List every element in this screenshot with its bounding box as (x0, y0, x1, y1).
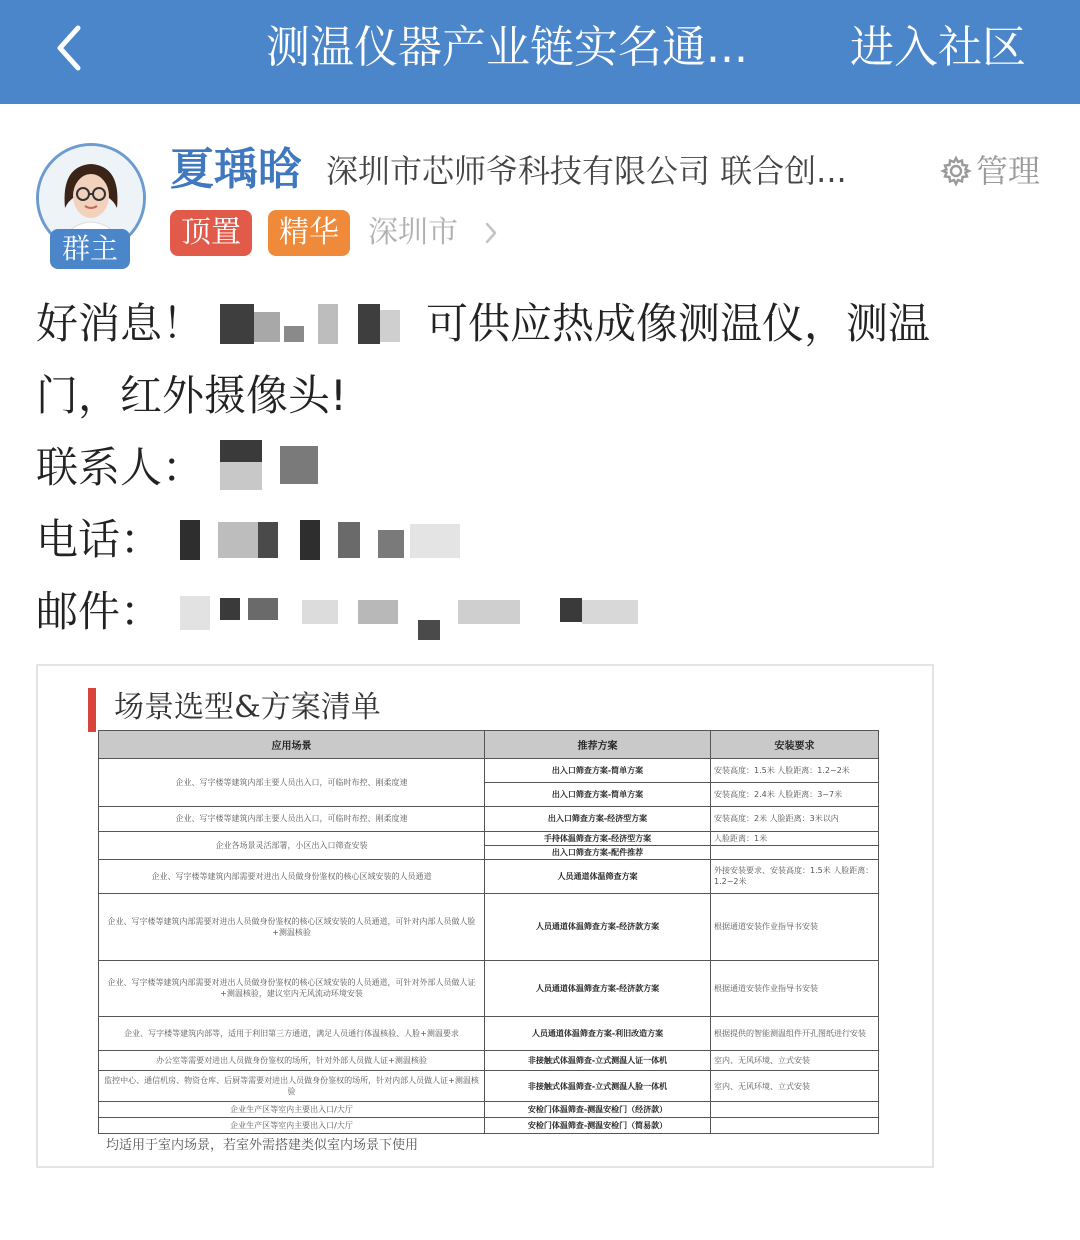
table-cell: 办公室等需要对进出人员做身份鉴权的场所，针对外部人员做人证+测温核验 (99, 1051, 485, 1071)
table-cell: 根据通道安装作业指导书安装 (711, 960, 879, 1016)
redacted-contact-name (218, 440, 328, 492)
table-cell: 非接触式体温筛查-立式测温人证一体机 (485, 1051, 711, 1071)
back-button[interactable] (48, 20, 98, 76)
post-line-1-prefix: 好消息！ (36, 299, 205, 348)
table-header: 安装要求 (711, 731, 879, 759)
table-cell (711, 1101, 879, 1117)
table-cell: 人脸距离：1米 (711, 831, 879, 845)
table-row (99, 831, 879, 845)
table-cell: 企业、写字楼等建筑内部主要人员出入口，可临时布控、刚柔度速 (99, 759, 485, 807)
table-cell: 企业、写字楼等建筑内部主要人员出入口，可临时布控、刚柔度速 (99, 807, 485, 831)
table-cell: 人员通道体温筛查方案 (485, 859, 711, 893)
table-cell: 出入口筛查方案-配件推荐 (485, 845, 711, 859)
group-owner-badge: 群主 (50, 229, 130, 269)
attachment-title: 场景选型&方案清单 (114, 690, 381, 725)
table-cell: 企业、写字楼等建筑内部需要对进出人员做身份鉴权的核心区域安装的人员通道 (99, 859, 485, 893)
redacted-phone (178, 516, 468, 564)
attached-image[interactable] (36, 664, 934, 1168)
table-header: 应用场景 (99, 731, 485, 759)
top-bar (0, 0, 1080, 104)
table-cell: 安装高度：1.5米 人脸距离：1.2~2米 (711, 759, 879, 783)
table-header: 推荐方案 (485, 731, 711, 759)
table-cell: 安检门体温筛查-测温安检门（经济款） (485, 1101, 711, 1117)
table-cell: 安装高度：2.4米 人脸距离：3~7米 (711, 783, 879, 807)
table-cell: 监控中心、通信机房、物资仓库、后厨等需要对进出人员做身份鉴权的场所，针对内部人员做人证+测温核验 (99, 1071, 485, 1101)
table-cell: 人员通道体温筛查方案-经济款方案 (485, 894, 711, 961)
manage-button[interactable] (940, 146, 1060, 196)
post-line-1-suffix: 可供应热成像测温仪，测温 (426, 299, 931, 348)
redacted-company (218, 300, 408, 348)
table-cell: 外接安装要求、安装高度：1.5米 人脸距离：1.2~2米 (711, 859, 879, 893)
contact-label: 联系人： (36, 443, 205, 492)
table-row (99, 807, 879, 831)
table-cell: 手持体温筛查方案-经济型方案 (485, 831, 711, 845)
post-line-2: 门，红外摄像头! (36, 371, 347, 420)
table-row (99, 1017, 879, 1051)
table-header-row (99, 731, 879, 759)
table-cell: 人员通道体温筛查方案-利旧改造方案 (485, 1017, 711, 1051)
author-company: 深圳市芯师爷科技有限公司 联合创... (326, 152, 847, 190)
table-cell: 非接触式体温筛查-立式测温人脸一体机 (485, 1071, 711, 1101)
table-row (99, 894, 879, 961)
table-cell: 根据通道安装作业指导书安装 (711, 894, 879, 961)
author-avatar-group[interactable] (36, 143, 146, 271)
table-cell: 企业、写字楼等建筑内部需要对进出人员做身份鉴权的核心区域安装的人员通道，可针对外部人员做人证+测温核验，建议室内无风流动环境安装 (99, 960, 485, 1016)
table-cell: 出入口筛查方案-经济型方案 (485, 807, 711, 831)
table-cell: 室内、无风环境、立式安装 (711, 1071, 879, 1101)
table-row (99, 759, 879, 783)
table-cell: 安装高度：2米 人脸距离：3米以内 (711, 807, 879, 831)
elite-tag: 精华 (268, 210, 350, 256)
table-cell (711, 1117, 879, 1133)
manage-label: 管理 (976, 152, 1041, 190)
author-name[interactable]: 夏瑀晗 (170, 144, 302, 195)
table-row (99, 1101, 879, 1117)
table-row (99, 1117, 879, 1133)
table-row (99, 859, 879, 893)
table-row (99, 1071, 879, 1101)
table-cell: 企业生产区等室内主要出入口/大厅 (99, 1117, 485, 1133)
table-cell: 安检门体温筛查-测温安检门（简易款） (485, 1117, 711, 1133)
table-cell (711, 845, 879, 859)
table-cell: 室内、无风环境、立式安装 (711, 1051, 879, 1071)
community-title: 测温仪器产业链实名通... (266, 22, 748, 73)
chevron-left-icon (48, 20, 98, 76)
table-cell: 企业、写字楼等建筑内部需要对进出人员做身份鉴权的核心区域安装的人员通道，可针对内部人员做人脸+测温核验 (99, 894, 485, 961)
email-label: 邮件： (36, 587, 163, 636)
redacted-email (178, 590, 644, 642)
table-cell: 企业、写字楼等建筑内部等，适用于利旧第三方通道，满足人员通行体温核验、人脸+测温要求 (99, 1017, 485, 1051)
enter-community-button[interactable]: 进入社区 (850, 22, 1026, 73)
table-row (99, 960, 879, 1016)
location-label[interactable]: 深圳市 (368, 215, 458, 250)
gear-icon (940, 155, 972, 187)
table-cell: 出入口筛查方案-简单方案 (485, 759, 711, 783)
solution-table (98, 730, 879, 1134)
phone-label: 电话： (36, 515, 163, 564)
table-cell: 人员通道体温筛查方案-经济款方案 (485, 960, 711, 1016)
pinned-tag: 顶置 (170, 210, 252, 256)
attachment-title-bar (88, 688, 96, 732)
table-cell: 企业生产区等室内主要出入口/大厅 (99, 1101, 485, 1117)
table-cell: 出入口筛查方案-简单方案 (485, 783, 711, 807)
chevron-right-icon (482, 218, 500, 248)
table-cell: 根据提供的智能测温组件开孔图纸进行安装 (711, 1017, 879, 1051)
attachment-note: 均适用于室内场景，若室外需搭建类似室内场景下使用 (106, 1138, 419, 1153)
table-row (99, 1051, 879, 1071)
table-cell: 企业各场景灵活部署，小区出入口筛查安装 (99, 831, 485, 859)
